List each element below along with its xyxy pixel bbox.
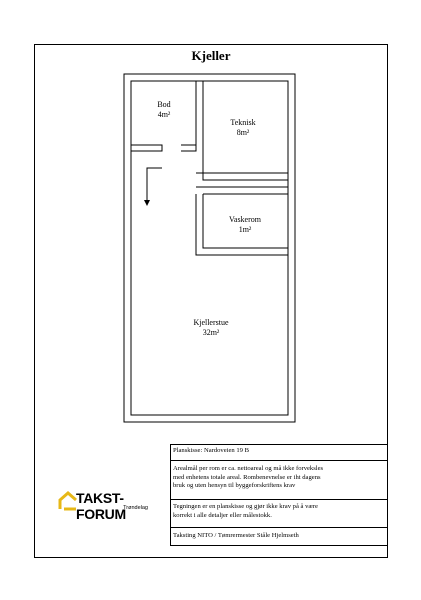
info-disclaimer-line: korrekt i alle detaljer eller målestokk. <box>173 511 272 519</box>
logo-region: Trøndelag <box>123 505 148 511</box>
wall-stub <box>196 173 203 187</box>
floor-title: Kjeller <box>191 48 231 63</box>
info-note-line: Arealmål per rom er ca. nettoareal og må ikke forveksles <box>173 465 324 472</box>
info-address-row <box>170 444 388 460</box>
room-vaskerom <box>214 215 276 235</box>
room-name: Bod <box>157 100 171 109</box>
room-area: 32m² <box>202 328 220 337</box>
info-disclaimer-line: Tegningen er en planskisse og gjør ikke krav på å være <box>173 503 318 510</box>
logo-name: TAKST-FORUM <box>76 490 126 522</box>
room-name: Kjellerstue <box>193 318 229 327</box>
info-author: Taksting NITO / Tømrermester Ståle Hjelmseth <box>173 532 299 539</box>
info-note-line: bruk og uten hensyn til byggeforskriftens krav <box>173 482 296 489</box>
stair-arrow-icon <box>147 168 162 203</box>
room-name: Teknisk <box>230 118 256 127</box>
room-teknisk <box>215 118 271 138</box>
info-table <box>170 444 388 546</box>
logo-arrow-icon <box>58 491 78 511</box>
takst-forum-logo <box>58 490 148 522</box>
room-area: 8m² <box>236 128 250 137</box>
info-address: Planskisse: Nardoveien 19 B <box>173 447 250 454</box>
room-area: 1m² <box>238 225 252 234</box>
room-bod <box>144 100 184 120</box>
room-area: 4m² <box>157 110 171 119</box>
info-disclaimer-row <box>170 499 388 527</box>
info-note-row <box>170 460 388 499</box>
room-name: Vaskerom <box>229 215 261 224</box>
room-kjellerstue <box>176 318 246 338</box>
info-author-row <box>170 527 388 546</box>
stair-arrow-head <box>144 200 150 206</box>
info-note-line: med enhetens totale areal. Rombenevnelse er iht dagens <box>173 473 321 481</box>
